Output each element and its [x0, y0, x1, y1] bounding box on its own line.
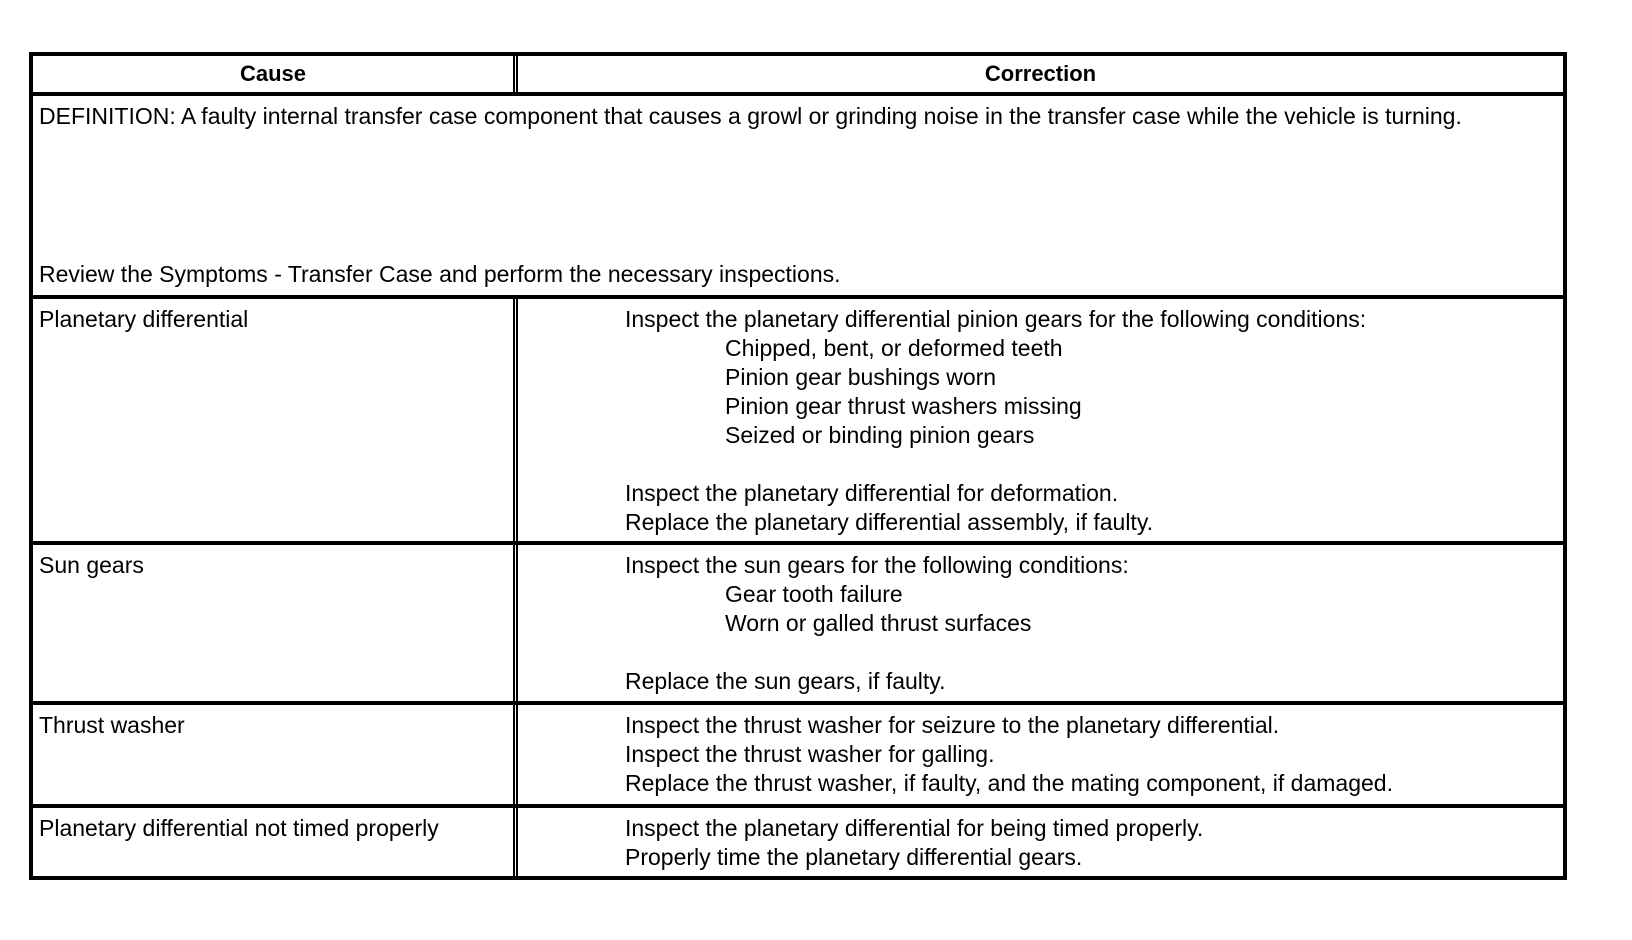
correction-step: Inspect the planetary differential for deformation. [625, 480, 1119, 506]
correction-cell [518, 545, 1563, 701]
condition-item: Gear tooth failure [725, 581, 903, 607]
definition-row [33, 92, 1563, 295]
table-row [33, 804, 1563, 876]
correction-step: Replace the thrust washer, if faulty, and the mating component, if damaged. [625, 770, 1393, 796]
correction-step: Inspect the thrust washer for galling. [625, 741, 995, 767]
spacer [625, 450, 1553, 479]
table-row [33, 541, 1563, 701]
condition-item: Pinion gear thrust washers missing [725, 393, 1082, 419]
condition-item: Chipped, bent, or deformed teeth [725, 335, 1063, 361]
correction-step: Properly time the planetary differential gears. [625, 844, 1083, 870]
cause-cell: Planetary differential [33, 299, 518, 541]
spacer [625, 638, 1553, 667]
definition-text: DEFINITION: A faulty internal transfer case component that causes a growl or grinding noise in the transfer case while the vehicle is turning. [39, 103, 1462, 129]
correction-cell [518, 705, 1563, 804]
header-cause: Cause [33, 56, 518, 92]
cause-cell: Thrust washer [33, 705, 518, 804]
definition-cell [33, 96, 1563, 295]
condition-item: Pinion gear bushings worn [725, 364, 997, 390]
correction-intro: Inspect the sun gears for the following conditions: [625, 552, 1129, 578]
correction-step: Inspect the thrust washer for seizure to the planetary differential. [625, 712, 1280, 738]
correction-cell [518, 808, 1563, 876]
header-correction: Correction [984, 61, 1097, 86]
condition-item: Worn or galled thrust surfaces [725, 610, 1032, 636]
cause-cell: Sun gears [33, 545, 518, 701]
table-row [33, 701, 1563, 804]
table-header-row [33, 56, 1563, 92]
correction-cell [518, 299, 1563, 541]
correction-step: Replace the sun gears, if faulty. [625, 668, 946, 694]
correction-step: Replace the planetary differential assembly, if faulty. [625, 509, 1154, 535]
table-row [33, 295, 1563, 541]
diagnostic-table [29, 52, 1567, 880]
condition-item: Seized or binding pinion gears [725, 422, 1035, 448]
correction-intro: Inspect the planetary differential pinion gears for the following conditions: [625, 306, 1367, 332]
definition-review: Review the Symptoms - Transfer Case and perform the necessary inspections. [39, 261, 841, 287]
cause-cell: Planetary differential not timed properly [33, 808, 518, 876]
correction-step: Inspect the planetary differential for being timed properly. [625, 815, 1204, 841]
